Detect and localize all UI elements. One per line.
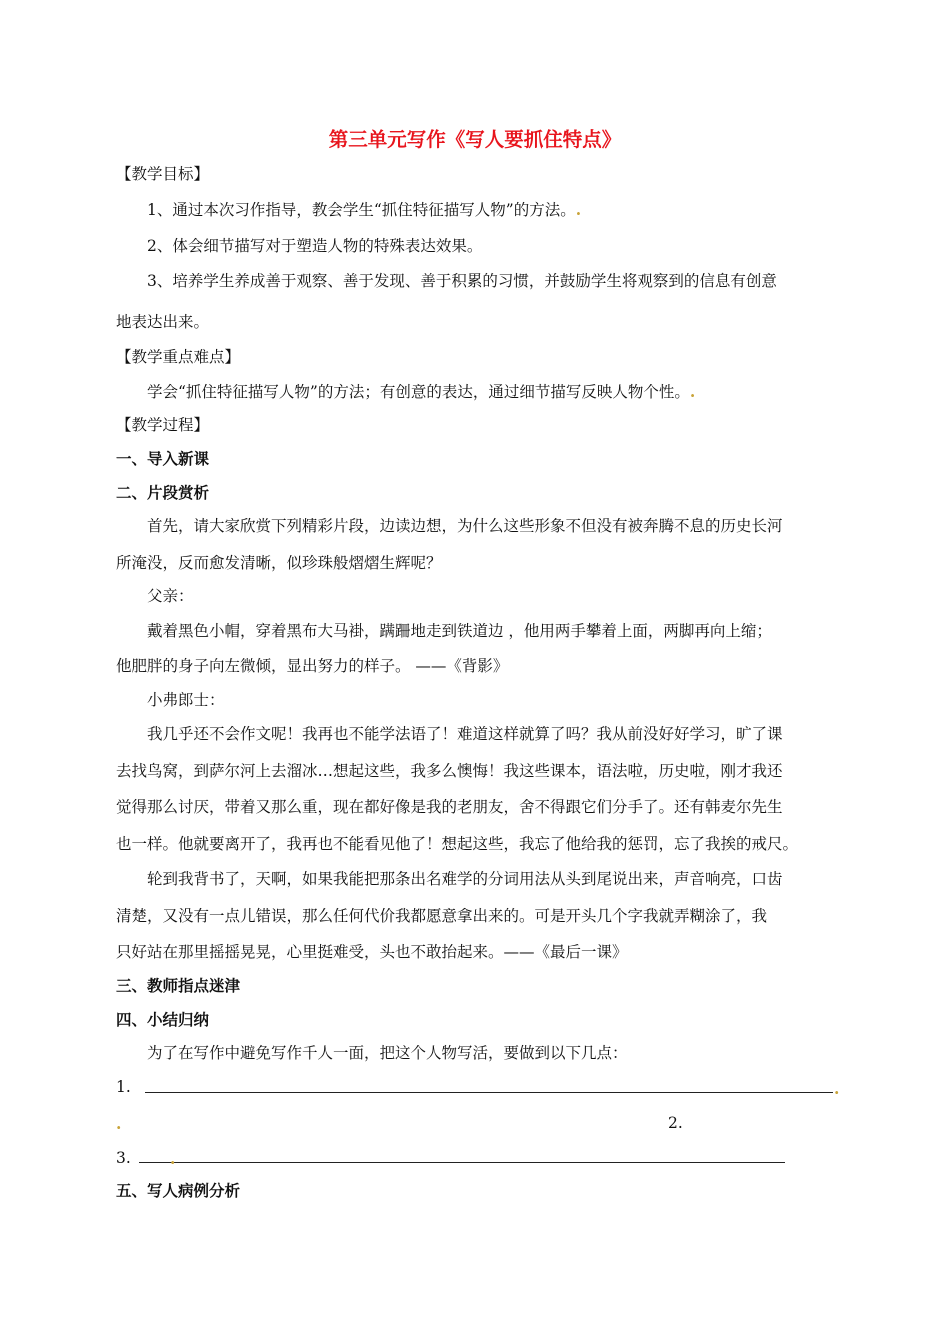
franz-line-3: 觉得那么讨厌，带着又那么重，现在都好像是我的老朋友，舍不得跟它们分手了。还有韩麦尔先生: [116, 798, 783, 816]
keypoints-text: 学会“抓住特征描写人物”的方法；有创意的表达，通过细节描写反映人物个性。.: [147, 382, 696, 401]
keypoints-heading: 【教学重点难点】: [116, 348, 241, 366]
franz-line-6: 清楚，又没有一点儿错误，那么任何代价我都愿意拿出来的。可是开头几个字我就弄糊涂了，我: [116, 907, 768, 925]
father-line-2: 他肥胖的身子向左微倾，显出努力的样子。 ——《背影》: [116, 657, 509, 675]
section-1-heading: 一、导入新课: [116, 450, 210, 468]
objectives-heading: 【教学目标】: [116, 165, 210, 183]
blank-1-number: 1.: [116, 1078, 131, 1096]
objective-3-cont: 地表达出来。: [116, 313, 210, 331]
mark-dot: .: [689, 382, 696, 401]
father-label: 父亲：: [147, 587, 194, 605]
blank-3-line: [139, 1162, 785, 1163]
blank-3-number: 3.: [116, 1149, 131, 1167]
section-2-heading: 二、片段赏析: [116, 484, 210, 502]
franz-line-5: 轮到我背书了，天啊，如果我能把那条出名难学的分词用法从头到尾说出来，声音响亮，口齿: [147, 870, 783, 888]
franz-line-4: 也一样。他就要离开了，我再也不能看见他了！想起这些，我忘了他给我的惩罚，忘了我挨的戒尺。: [116, 835, 799, 853]
blank-1-line: [145, 1092, 833, 1093]
father-line-1: 戴着黑色小帽，穿着黑布大马褂，蹒跚地走到铁道边 ，他用两手攀着上面，两脚再向上缩；: [147, 622, 772, 640]
objective-3: 3、培养学生养成善于观察、善于发现、善于积累的习惯，并鼓励学生将观察到的信息有创意: [147, 272, 777, 290]
section-5-heading: 五、写人病例分析: [116, 1182, 241, 1200]
franz-label: 小弗郎士：: [147, 691, 225, 709]
process-heading: 【教学过程】: [116, 416, 210, 434]
mark-dot: .: [116, 1114, 122, 1133]
objective-1: 1、通过本次习作指导，教会学生“抓住特征描写人物”的方法。.: [147, 200, 582, 219]
franz-line-2: 去找鸟窝，到萨尔河上去溜冰…想起这些，我多么懊悔！我这些课本，语法啦，历史啦，刚才我还: [116, 762, 783, 780]
mark-dot: .: [575, 200, 582, 219]
mark-dot: .: [170, 1149, 176, 1168]
franz-line-7: 只好站在那里摇摇晃晃，心里挺难受，头也不敢抬起来。——《最后一课》: [116, 943, 628, 961]
summary-text: 为了在写作中避免写作千人一面，把这个人物写活，要做到以下几点：: [147, 1044, 628, 1062]
franz-line-1: 我几乎还不会作文呢！我再也不能学法语了！难道这样就算了吗？我从前没好好学习，旷了课: [147, 725, 783, 743]
objective-2: 2、体会细节描写对于塑造人物的特殊表达效果。: [147, 237, 483, 255]
intro-line-2: 所淹没，反而愈发清晰，似珍珠般熠熠生辉呢？: [116, 554, 442, 572]
blank-2-number: 2.: [668, 1114, 683, 1132]
section-4-heading: 四、小结归纳: [116, 1011, 210, 1029]
mark-dot: .: [834, 1079, 840, 1098]
intro-line-1: 首先，请大家欣赏下列精彩片段，边读边想，为什么这些形象不但没有被奔腾不息的历史长河: [147, 517, 783, 535]
page-title: 第三单元写作《写人要抓住特点》: [328, 128, 622, 151]
section-3-heading: 三、教师指点迷津: [116, 977, 241, 995]
